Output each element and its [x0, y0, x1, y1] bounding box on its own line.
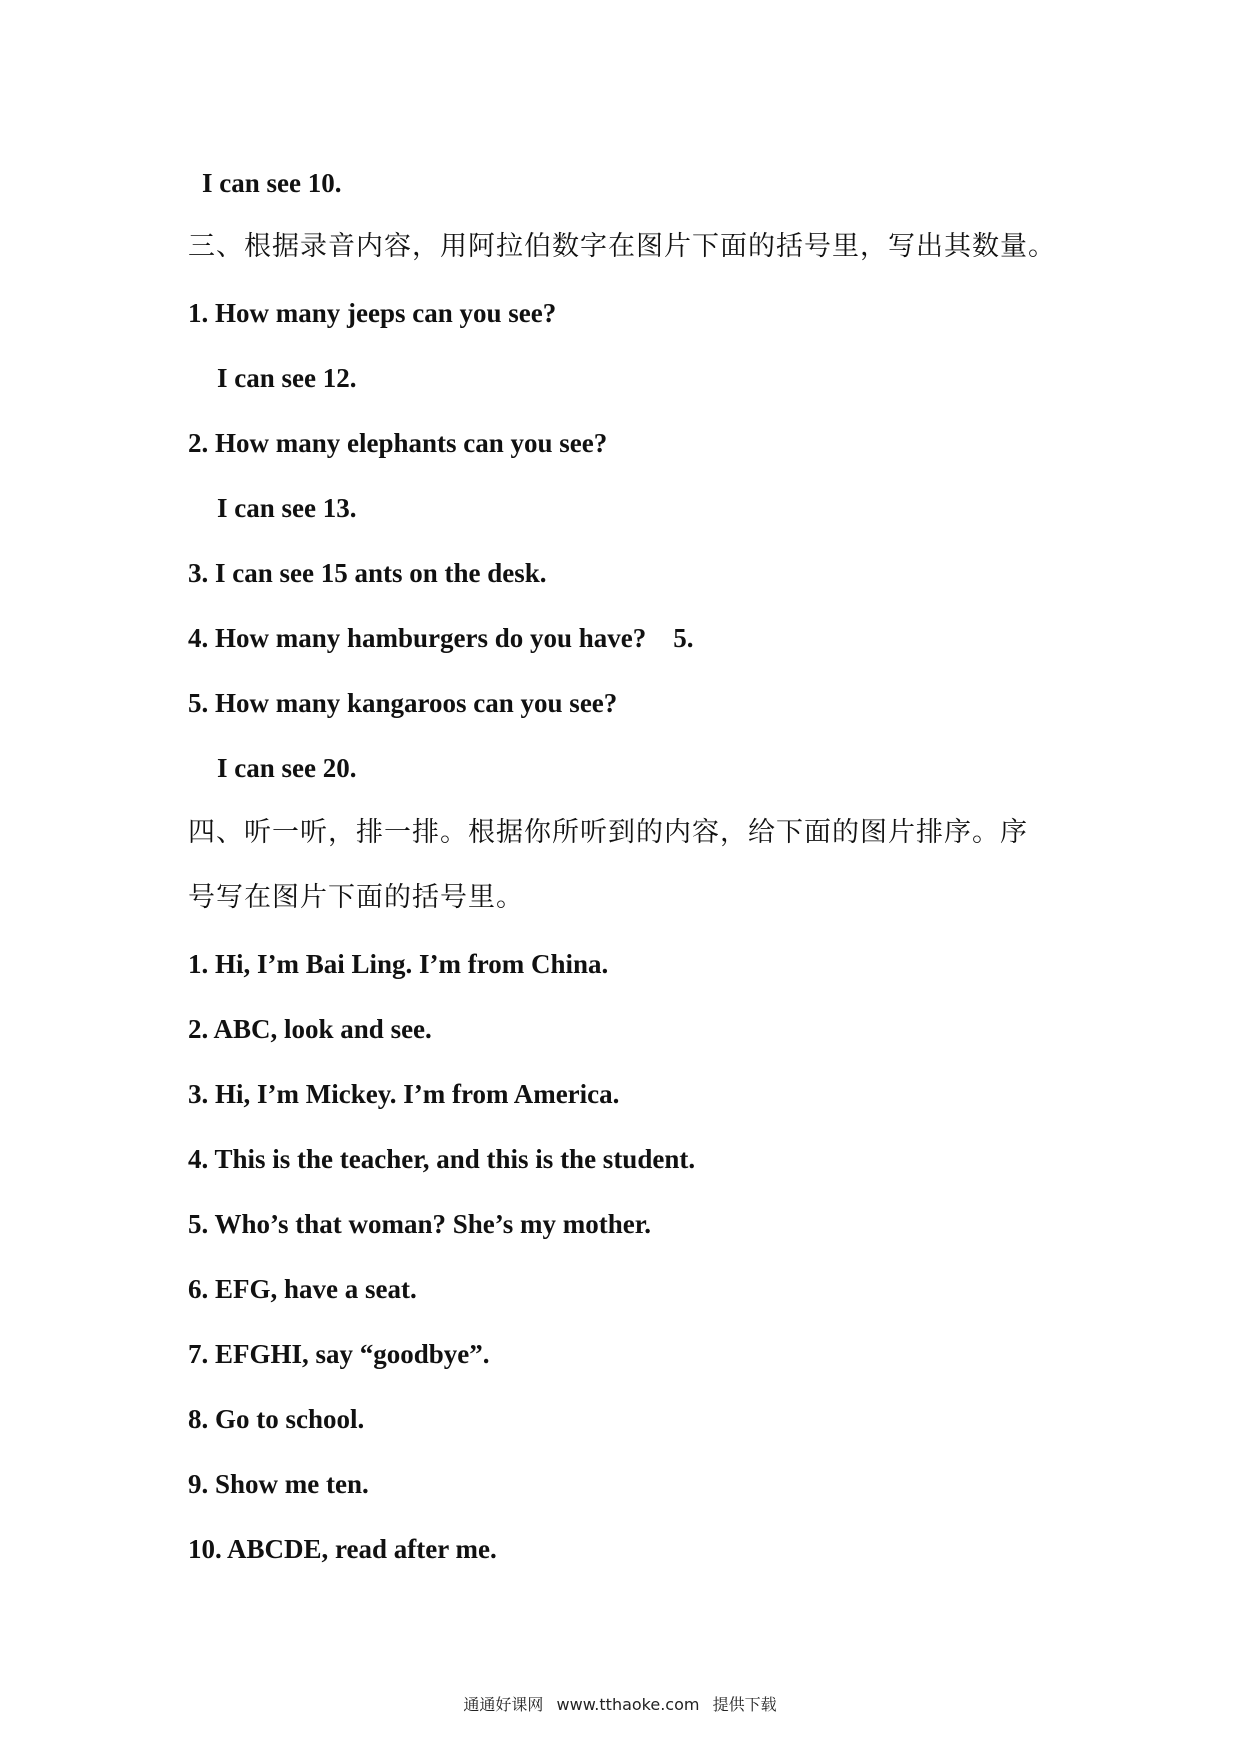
s4-item-2: 2. ABC, look and see. — [188, 1014, 432, 1044]
s3-answer-5: I can see 20. — [217, 753, 357, 783]
s4-item-7: 7. EFGHI, say “goodbye”. — [188, 1339, 490, 1369]
s4-item-8: 8. Go to school. — [188, 1404, 365, 1434]
s3-answer-1: I can see 12. — [217, 363, 357, 393]
s3-question-3: 3. I can see 15 ants on the desk. — [188, 558, 547, 588]
s4-item-5: 5. Who’s that woman? She’s my mother. — [188, 1209, 652, 1239]
s3-answer-2: I can see 13. — [217, 493, 357, 523]
s3-question-2: 2. How many elephants can you see? — [188, 428, 608, 458]
section4-heading-line1: 四、听一听，排一排。根据你所听到的内容，给下面的图片排序。序 — [188, 817, 1028, 848]
lead-answer: I can see 10. — [202, 168, 342, 198]
footer-url: www.tthaoke.com — [556, 1695, 700, 1714]
s4-item-10: 10. ABCDE, read after me. — [188, 1534, 497, 1564]
s4-item-9: 9. Show me ten. — [188, 1469, 369, 1499]
s4-item-3: 3. Hi, I’m Mickey. I’m from America. — [188, 1079, 620, 1109]
s4-item-6: 6. EFG, have a seat. — [188, 1274, 417, 1304]
section4-heading-line2: 号写在图片下面的括号里。 — [188, 882, 524, 913]
s3-question-1: 1. How many jeeps can you see? — [188, 298, 557, 328]
section3-heading: 三、根据录音内容，用阿拉伯数字在图片下面的括号里，写出其数量。 — [188, 231, 1056, 262]
footer-suffix: 提供下载 — [712, 1695, 777, 1714]
page-footer — [0, 1694, 1240, 1716]
s4-item-1: 1. Hi, I’m Bai Ling. I’m from China. — [188, 949, 609, 979]
s3-question-4: 4. How many hamburgers do you have? 5. — [188, 623, 694, 653]
footer-site-name: 通通好课网 — [463, 1695, 544, 1714]
s4-item-4: 4. This is the teacher, and this is the student. — [188, 1144, 696, 1174]
s3-question-5: 5. How many kangaroos can you see? — [188, 688, 618, 718]
